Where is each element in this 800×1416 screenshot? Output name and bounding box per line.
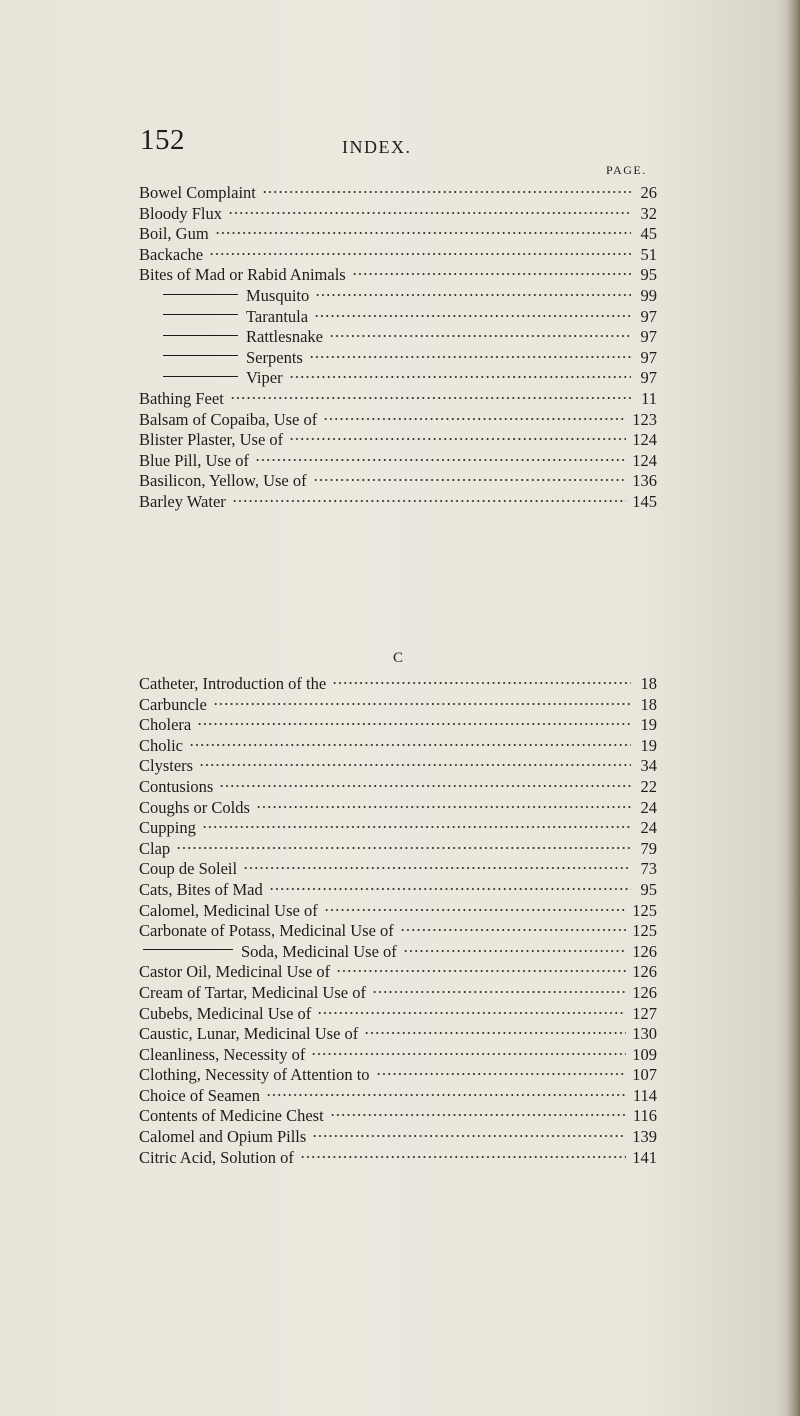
index-page-number: 45 (640, 224, 657, 244)
index-entry-text (139, 798, 250, 819)
index-page-number: 73 (640, 859, 657, 879)
index-entry (139, 245, 657, 266)
index-entry-label: Citric Acid, Solution of (139, 1147, 294, 1167)
index-entry-label: Carbuncle (139, 694, 207, 714)
index-entry (139, 798, 657, 819)
index-entry (139, 1127, 657, 1148)
index-entry-text (139, 715, 191, 736)
index-page-number: 24 (640, 818, 657, 838)
dot-leader (189, 743, 631, 747)
index-entry-label: Cubebs, Medicinal Use of (139, 1003, 312, 1023)
index-page-number: 127 (632, 1003, 657, 1023)
ditto-rule (163, 355, 238, 356)
index-entry (139, 859, 657, 880)
index-entry (139, 962, 657, 983)
index-page-number: 139 (632, 1127, 657, 1147)
index-entry (139, 1024, 657, 1045)
index-page-number: 107 (632, 1065, 657, 1085)
index-entry-label: Contents of Medicine Chest (139, 1106, 324, 1126)
page-edge-shadow (786, 0, 800, 1416)
index-entry-text (139, 348, 303, 369)
index-entry-text (139, 859, 237, 880)
index-entry-text (139, 756, 193, 777)
dot-leader (372, 990, 626, 994)
index-entry-label: Backache (139, 244, 204, 264)
index-page-number: 116 (632, 1106, 657, 1126)
index-page-number: 95 (640, 879, 657, 899)
index-page-number: 11 (641, 388, 657, 408)
page-column-label: PAGE. (606, 163, 647, 177)
dot-leader (312, 1134, 626, 1138)
index-entry-text (139, 492, 226, 513)
index-entry-label: Cholera (139, 715, 192, 735)
dot-leader (199, 763, 631, 767)
index-entry-label: Cream of Tartar, Medicinal Use of (139, 982, 366, 1002)
section-heading-c: C (392, 650, 403, 666)
index-entry-label: Carbonate of Potass, Medicinal Use of (139, 921, 394, 941)
index-entry (139, 1045, 657, 1066)
index-entry-text (139, 183, 256, 204)
index-entry-text (139, 307, 308, 328)
dot-leader (300, 1155, 626, 1159)
index-entry (139, 327, 657, 348)
index-entry-label: Clap (139, 838, 171, 858)
index-entry (139, 204, 657, 225)
index-entry-label: Bowel Complaint (139, 183, 256, 202)
index-entry (139, 368, 657, 389)
index-section-c (139, 674, 657, 1168)
dot-leader (255, 458, 626, 462)
index-entry (139, 430, 657, 451)
index-entry-text (139, 880, 263, 901)
index-entry-text (139, 327, 323, 348)
index-entry-label: Musquito (246, 285, 310, 305)
index-entry-text (139, 777, 213, 798)
index-entry-label: Caustic, Lunar, Medicinal Use of (139, 1024, 359, 1044)
index-entry-text (139, 430, 283, 451)
index-entry-label: Coup de Soleil (139, 859, 238, 879)
dot-leader (311, 1052, 626, 1056)
index-page-number: 19 (640, 715, 657, 735)
index-entry (139, 736, 657, 757)
index-entry-label: Bloody Flux (139, 203, 222, 223)
index-entry-label: Basilicon, Yellow, Use of (139, 471, 307, 491)
index-entry-label: Soda, Medicinal Use of (241, 941, 397, 961)
dot-leader (230, 396, 631, 400)
index-entry (139, 942, 657, 963)
dot-leader (176, 846, 631, 850)
index-entry (139, 183, 657, 204)
dot-leader (313, 478, 627, 482)
index-page-number: 79 (640, 838, 657, 858)
dot-leader (400, 928, 626, 932)
dot-leader (323, 417, 626, 421)
index-entry (139, 983, 657, 1004)
index-entry-label: Barley Water (139, 491, 226, 511)
index-section-b (139, 183, 657, 513)
index-entry-label: Coughs or Colds (139, 797, 250, 817)
index-page-number: 145 (632, 491, 657, 511)
dot-leader (336, 969, 626, 973)
dot-leader (202, 825, 631, 829)
index-page-number: 18 (640, 674, 657, 693)
index-entry (139, 471, 657, 492)
index-entry-text (139, 224, 209, 245)
ditto-rule (143, 949, 233, 950)
index-page-number: 34 (640, 756, 657, 776)
index-page-number: 123 (632, 409, 657, 429)
dot-leader (403, 949, 626, 953)
index-entry (139, 348, 657, 369)
dot-leader (215, 231, 631, 235)
index-entry-text (139, 204, 222, 225)
index-page-number: 141 (632, 1147, 657, 1167)
index-page-number: 97 (640, 306, 657, 326)
index-entry-text (139, 245, 203, 266)
index-entry-text (139, 839, 170, 860)
dot-leader (219, 784, 631, 788)
index-entry (139, 674, 657, 695)
dot-leader (232, 499, 626, 503)
dot-leader (332, 681, 631, 685)
index-page-number: 126 (632, 982, 657, 1002)
index-entry-text (139, 942, 397, 963)
index-entry (139, 839, 657, 860)
dot-leader (197, 722, 631, 726)
index-entry-label: Catheter, Introduction of the (139, 674, 327, 693)
index-entry (139, 901, 657, 922)
index-page-number: 51 (640, 244, 657, 264)
index-entry (139, 265, 657, 286)
dot-leader (243, 866, 631, 870)
index-page-number: 97 (640, 368, 657, 388)
index-entry-text (139, 695, 207, 716)
index-entry (139, 286, 657, 307)
dot-leader (330, 1113, 627, 1117)
index-entry-text (139, 1065, 370, 1086)
dot-leader (376, 1072, 627, 1076)
index-entry (139, 492, 657, 513)
page-number: 152 (140, 124, 185, 156)
index-entry-label: Clothing, Necessity of Attention to (139, 1065, 370, 1085)
dot-leader (256, 805, 631, 809)
ditto-rule (163, 376, 238, 377)
index-entry-text (139, 818, 196, 839)
index-page-number: 99 (640, 285, 657, 305)
index-entry (139, 756, 657, 777)
index-page-number: 124 (632, 450, 657, 470)
index-entry (139, 818, 657, 839)
dot-leader (266, 1093, 627, 1097)
index-entry-label: Viper (246, 368, 283, 388)
index-entry-label: Balsam of Copaiba, Use of (139, 409, 318, 429)
dot-leader (209, 252, 631, 256)
dot-leader (317, 1011, 626, 1015)
index-entry-text (139, 921, 394, 942)
index-entry-label: Bites of Mad or Rabid Animals (139, 265, 346, 285)
running-title: INDEX. (342, 137, 412, 157)
index-entry-label: Cholic (139, 735, 183, 755)
index-entry-label: Rattlesnake (246, 327, 323, 347)
index-page-number: 26 (640, 183, 657, 202)
index-entry-text (139, 265, 346, 286)
index-entry-text (139, 1024, 358, 1045)
dot-leader (262, 190, 631, 194)
index-entry-text (139, 901, 318, 922)
ditto-rule (163, 294, 238, 295)
index-page-number: 126 (632, 941, 657, 961)
index-page-number: 32 (640, 203, 657, 223)
index-page-number: 114 (632, 1085, 657, 1105)
index-entry-text (139, 389, 224, 410)
index-entry (139, 1004, 657, 1025)
index-entry (139, 715, 657, 736)
index-entry-text (139, 368, 283, 389)
dot-leader (315, 293, 631, 297)
index-entry-text (139, 1004, 311, 1025)
index-entry (139, 410, 657, 431)
index-page-number: 130 (632, 1024, 657, 1044)
index-page-number: 97 (640, 327, 657, 347)
index-entry (139, 880, 657, 901)
dot-leader (213, 702, 631, 706)
index-entry (139, 307, 657, 328)
ditto-rule (163, 335, 238, 336)
index-entry (139, 921, 657, 942)
index-entry-text (139, 410, 317, 431)
index-entry (139, 224, 657, 245)
dot-leader (228, 211, 631, 215)
index-entry-label: Serpents (246, 347, 303, 367)
index-entry (139, 451, 657, 472)
index-page-number: 95 (640, 265, 657, 285)
dot-leader (364, 1031, 626, 1035)
index-entry-text (139, 1086, 260, 1107)
dot-leader (314, 314, 631, 318)
index-entry-label: Boil, Gum (139, 224, 209, 244)
index-entry (139, 389, 657, 410)
index-entry-label: Blue Pill, Use of (139, 450, 249, 470)
index-entry-label: Cleanliness, Necessity of (139, 1044, 306, 1064)
index-entry-text (139, 1106, 324, 1127)
index-page-number: 136 (632, 471, 657, 491)
dot-leader (269, 887, 631, 891)
index-entry-label: Cats, Bites of Mad (139, 879, 263, 899)
dot-leader (289, 437, 626, 441)
index-page-number: 19 (640, 735, 657, 755)
ditto-rule (163, 314, 238, 315)
index-entry-label: Tarantula (246, 306, 309, 326)
index-entry-text (139, 1127, 306, 1148)
index-entry-label: Bathing Feet (139, 388, 224, 408)
index-page-number: 125 (632, 921, 657, 941)
index-entry-label: Clysters (139, 756, 194, 776)
index-entry-label: Calomel and Opium Pills (139, 1127, 307, 1147)
index-entry-label: Choice of Seamen (139, 1085, 260, 1105)
index-entry (139, 1106, 657, 1127)
index-entry (139, 1148, 657, 1169)
dot-leader (324, 908, 627, 912)
index-entry-label: Blister Plaster, Use of (139, 430, 284, 450)
index-page-number: 126 (632, 962, 657, 982)
index-page-number: 125 (632, 900, 657, 920)
index-page-number: 24 (640, 797, 657, 817)
index-entry-label: Calomel, Medicinal Use of (139, 900, 318, 920)
index-entry-text (139, 674, 326, 695)
index-page-number: 18 (640, 694, 657, 714)
index-entry (139, 695, 657, 716)
index-page-number: 97 (640, 347, 657, 367)
dot-leader (289, 375, 631, 379)
index-entry-text (139, 983, 366, 1004)
index-page-number: 22 (640, 776, 657, 796)
index-entry-label: Castor Oil, Medicinal Use of (139, 962, 331, 982)
index-entry-text (139, 736, 183, 757)
index-page-number: 109 (632, 1044, 657, 1064)
index-entry-label: Cupping (139, 818, 196, 838)
page-header (140, 123, 660, 163)
index-entry-text (139, 451, 249, 472)
index-entry-text (139, 286, 309, 307)
dot-leader (329, 334, 631, 338)
index-entry-text (139, 1045, 305, 1066)
index-entry-text (139, 471, 307, 492)
index-entry-label: Contusions (139, 776, 214, 796)
dot-leader (309, 355, 631, 359)
index-entry-text (139, 962, 330, 983)
index-page-number: 124 (632, 430, 657, 450)
index-entry (139, 1086, 657, 1107)
index-entry-text (139, 1148, 294, 1169)
dot-leader (352, 272, 631, 276)
index-entry (139, 777, 657, 798)
index-entry (139, 1065, 657, 1086)
